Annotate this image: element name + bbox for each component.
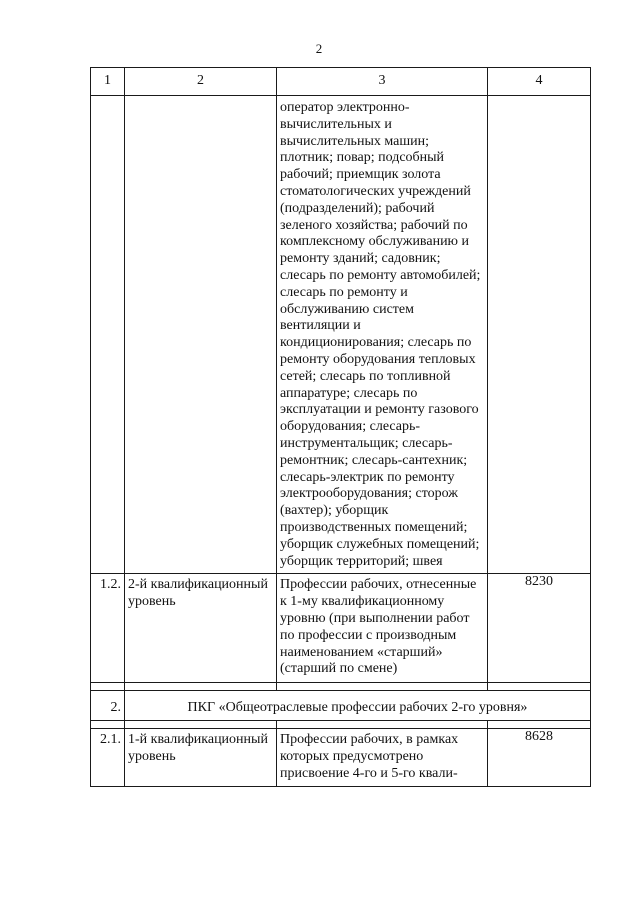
table-header-row: [91, 68, 591, 96]
qualification-table: [90, 67, 591, 787]
header-col-1: 1: [91, 68, 125, 96]
page-number: 2: [315, 41, 323, 56]
qualification-level: [125, 96, 277, 574]
row-number: 2.1.: [100, 732, 121, 748]
qualification-level: 2-й квалификационный уровень: [128, 577, 268, 610]
table-row-1-2: [91, 574, 591, 683]
group-title: ПКГ «Общеотраслевые профессии рабочих 2-го уровня»: [125, 691, 591, 721]
table-row-continuation: [91, 96, 591, 574]
professions-text: оператор электронно-вычислительных и вычислительных машин; плотник; повар; подсобный рабочий; приемщик золота стоматологических учреждений (подразделений); рабочий зеленого хозяйства; рабочий по комплексному обслуживанию и ремонту зданий; садовник; слесарь по ремонту автомобилей; слесарь по ремонту и обслуживанию систем вентиляции и кондиционирования; слесарь по ремонту оборудования тепловых сетей; слесарь по топливной аппаратуре; слесарь по эксплуатации и ремонту газового оборудования; слесарь-инструментальщик; слесарь-ремонтник; слесарь-сантехник; слесарь-электрик по ремонту электрооборудования; сторож (вахтер); уборщик производственных помещений; уборщик служебных помещений; уборщик территорий; швея: [280, 100, 481, 569]
salary-value: 8628: [488, 729, 591, 787]
salary-value: 8230: [488, 574, 591, 683]
table-group-row: [91, 691, 591, 721]
row-number: 1.2.: [100, 577, 121, 593]
header-col-3: 3: [277, 68, 488, 96]
table-gap-row: [91, 721, 591, 729]
table-gap-row: [91, 683, 591, 691]
table-row-2-1: [91, 729, 591, 787]
header-col-4: 4: [488, 68, 591, 96]
professions-text: Профессии рабочих, в рамках которых предусмотрено присвоение 4-го и 5-го квали-: [280, 732, 459, 781]
row-number: [91, 96, 125, 574]
professions-text: Профессии рабочих, отнесенные к 1-му квалификационному уровню (при выполнении работ по профессии с производным наименованием «старший» (старший по смене): [280, 577, 477, 677]
salary-value: [488, 96, 591, 574]
header-col-2: 2: [125, 68, 277, 96]
qualification-level: 1-й квалификационный уровень: [128, 732, 268, 764]
group-number: 2.: [91, 691, 125, 721]
